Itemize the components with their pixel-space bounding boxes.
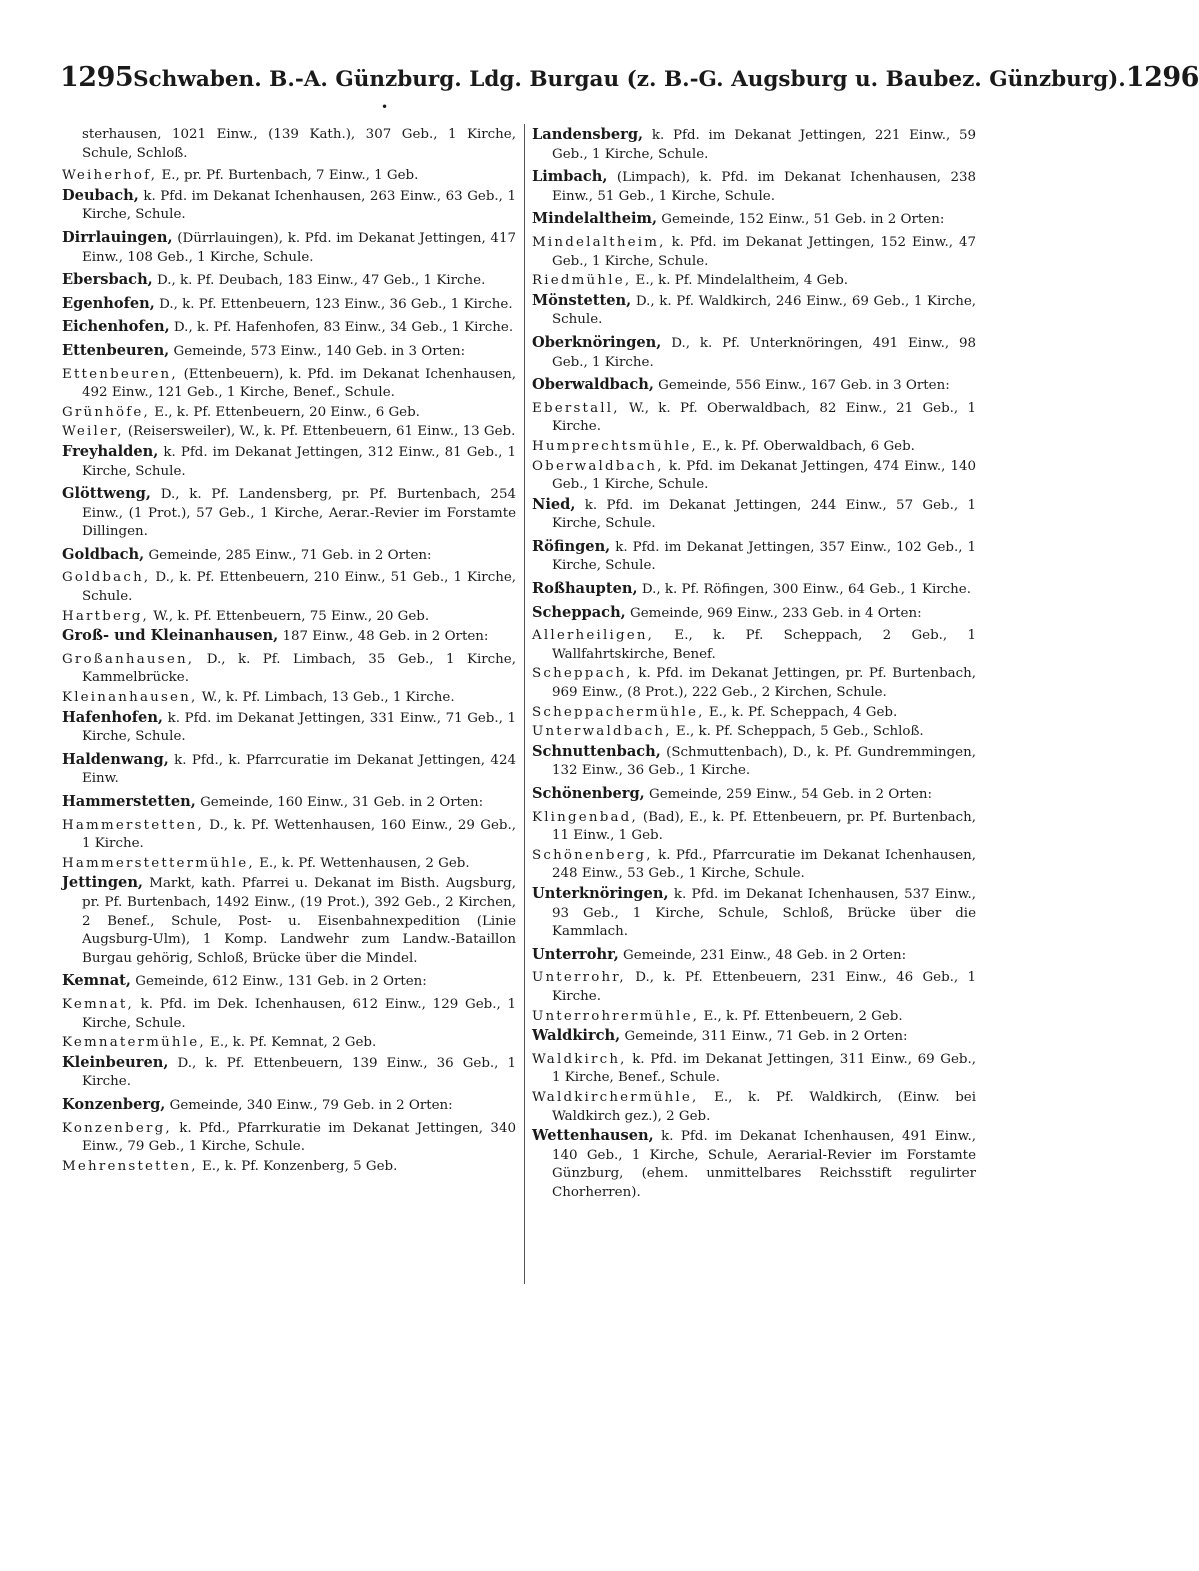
entry-description: Gemeinde, 231 Einw., 48 Geb. in 2 Orten: bbox=[618, 947, 907, 963]
entry-description: k. Pfd., Pfarrkuratie im Dekanat Jettingen, 340 Einw., 79 Geb., 1 Kirche, Schule. bbox=[82, 1120, 516, 1155]
entry-place-name: Weiler, bbox=[62, 424, 124, 440]
entry-description: (Bad), E., k. Pf. Ettenbeuern, pr. Pf. Burtenbach, 11 Einw., 1 Geb. bbox=[552, 809, 976, 844]
gazetteer-entry bbox=[532, 785, 976, 805]
gazetteer-entry bbox=[62, 271, 516, 291]
gazetteer-entry bbox=[532, 1027, 976, 1047]
gazetteer-entry bbox=[532, 885, 976, 942]
entry-place-name: Waldkirch, bbox=[532, 1051, 627, 1067]
entry-place-name: Mehrenstetten, bbox=[62, 1158, 198, 1174]
gazetteer-entry bbox=[532, 334, 976, 372]
gazetteer-entry bbox=[62, 874, 516, 968]
entry-place-name: Roßhaupten, bbox=[532, 580, 638, 598]
entry-description: k. Pfd. im Dekanat Jettingen, 311 Einw., 69 Geb., 1 Kirche, Benef., Schule. bbox=[552, 1051, 976, 1086]
entry-place-name: Hafenhofen, bbox=[62, 708, 164, 726]
entry-description: k. Pfd., k. Pfarrcuratie im Dekanat Jettingen, 424 Einw. bbox=[82, 752, 516, 787]
gazetteer-entry bbox=[62, 366, 516, 403]
entry-description: E., pr. Pf. Burtenbach, 7 Einw., 1 Geb. bbox=[157, 168, 419, 184]
gazetteer-entry bbox=[62, 689, 516, 708]
entry-place-name: Unterrohr, bbox=[532, 970, 626, 986]
entry-description: sterhausen, 1021 Einw., (139 Kath.), 307 Geb., 1 Kirche, Schule, Schloß. bbox=[82, 127, 516, 161]
gazetteer-entry bbox=[62, 1158, 516, 1177]
entry-description: (Ettenbeuern), k. Pfd. im Dekanat Ichenhausen, 492 Einw., 121 Geb., 1 Kirche, Benef., Schule. bbox=[82, 366, 516, 401]
entry-description: Gemeinde, 340 Einw., 79 Geb. in 2 Orten: bbox=[165, 1097, 453, 1113]
entry-description: D., k. Pf. Limbach, 35 Geb., 1 Kirche, Kammelbrücke. bbox=[82, 651, 516, 686]
entry-description: k. Pfd. im Dekanat Jettingen, 152 Einw., 47 Geb., 1 Kirche, Schule. bbox=[552, 234, 976, 269]
gazetteer-entry bbox=[62, 485, 516, 542]
gazetteer-entry bbox=[532, 1127, 976, 1202]
entry-description: E., k. Pf. Wettenhausen, 2 Geb. bbox=[254, 855, 470, 871]
entry-description: D., k. Pf. Ettenbeuern, 139 Einw., 36 Geb., 1 Kirche. bbox=[82, 1055, 516, 1090]
entry-place-name: Kemnatermühle, bbox=[62, 1035, 206, 1051]
entry-place-name: Weiherhof, bbox=[62, 168, 158, 184]
entry-place-name: Kemnat, bbox=[62, 972, 131, 990]
gazetteer-entry bbox=[62, 855, 516, 874]
gazetteer-entry bbox=[62, 318, 516, 338]
entry-place-name: Oberwaldbach, bbox=[532, 376, 654, 394]
entry-place-name: Scheppachermühle, bbox=[532, 704, 705, 720]
entry-place-name: Großanhausen, bbox=[62, 651, 195, 667]
entry-place-name: Landensberg, bbox=[532, 126, 644, 143]
entry-place-name: Grünhöfe, bbox=[62, 404, 150, 420]
entry-description: Gemeinde, 285 Einw., 71 Geb. in 2 Orten: bbox=[144, 547, 432, 563]
entry-place-name: Ettenbeuren, bbox=[62, 341, 170, 359]
gazetteer-entry bbox=[62, 1096, 516, 1116]
entry-description: Gemeinde, 311 Einw., 71 Geb. in 2 Orten: bbox=[620, 1029, 908, 1045]
entry-place-name: Unterrohr, bbox=[532, 945, 619, 963]
page-header bbox=[60, 62, 1199, 98]
entry-place-name: Humprechtsmühle, bbox=[532, 438, 698, 454]
gazetteer-entry bbox=[62, 569, 516, 606]
gazetteer-entry bbox=[62, 1034, 516, 1053]
gazetteer-entry bbox=[62, 1054, 516, 1092]
entry-description: (Dürrlauingen), k. Pfd. im Dekanat Jettingen, 417 Einw., 108 Geb., 1 Kirche, Schule. bbox=[82, 230, 516, 265]
entry-description: k. Pfd., Pfarrcuratie im Dekanat Ichenhausen, 248 Einw., 53 Geb., 1 Kirche, Schule. bbox=[552, 847, 976, 882]
entry-place-name: Röfingen, bbox=[532, 537, 611, 555]
gazetteer-entry bbox=[532, 1089, 976, 1126]
entry-place-name: Nied, bbox=[532, 495, 576, 513]
entry-place-name: Scheppach, bbox=[532, 666, 633, 682]
gazetteer-entry bbox=[62, 793, 516, 813]
gazetteer-entry bbox=[62, 608, 516, 627]
entry-description: E., k. Pf. Oberwaldbach, 6 Geb. bbox=[697, 438, 915, 454]
gazetteer-entry bbox=[532, 126, 976, 164]
gazetteer-entry bbox=[532, 847, 976, 884]
entry-description: Gemeinde, 612 Einw., 131 Geb. in 2 Orten: bbox=[130, 974, 427, 990]
gazetteer-entry bbox=[62, 229, 516, 267]
entry-description: E., k. Pf. Kemnat, 2 Geb. bbox=[205, 1035, 377, 1051]
entry-description: D., k. Pf. Ettenbeuern, 123 Einw., 36 Geb., 1 Kirche. bbox=[154, 296, 513, 312]
entry-place-name: Hammerstetten, bbox=[62, 793, 196, 810]
entry-place-name: Goldbach, bbox=[62, 570, 151, 586]
entry-description: D., k. Pf. Waldkirch, 246 Einw., 69 Geb., 1 Kirche, Schule. bbox=[552, 293, 976, 328]
entry-description: Gemeinde, 259 Einw., 54 Geb. in 2 Orten: bbox=[644, 787, 933, 802]
entry-description: E., k. Pf. Scheppach, 2 Geb., 1 Wallfahrtskirche, Benef. bbox=[552, 628, 976, 662]
entry-description: D., k. Pf. Hafenhofen, 83 Einw., 34 Geb., 1 Kirche. bbox=[169, 320, 514, 336]
gazetteer-entry bbox=[62, 996, 516, 1033]
entry-place-name: Deubach, bbox=[62, 186, 139, 204]
entry-place-name: Waldkirchermühle, bbox=[532, 1089, 699, 1105]
entry-description: k. Pfd. im Dekanat Jettingen, 331 Einw., 71 Geb., 1 Kirche, Schule. bbox=[82, 710, 516, 745]
entry-place-name: Glöttweng, bbox=[62, 485, 151, 503]
gazetteer-entry bbox=[532, 292, 976, 330]
gazetteer-entry bbox=[532, 1008, 976, 1027]
entry-place-name: Eberstall, bbox=[532, 400, 620, 416]
entry-description: Gemeinde, 573 Einw., 140 Geb. in 3 Orten: bbox=[169, 343, 466, 359]
entry-place-name: Hartberg, bbox=[62, 608, 149, 624]
entry-place-name: Mindelaltheim, bbox=[532, 234, 666, 250]
gazetteer-entry bbox=[532, 969, 976, 1006]
entry-place-name: Unterrohrermühle, bbox=[532, 1008, 700, 1024]
gazetteer-entry bbox=[62, 817, 516, 854]
page-number-right: 1296 bbox=[1125, 62, 1199, 93]
entry-place-name: Klingenbad, bbox=[532, 809, 638, 825]
entry-place-name: Mönstetten, bbox=[532, 291, 632, 309]
entry-description: E., k. Pf. Scheppach, 5 Geb., Schloß. bbox=[671, 724, 924, 740]
entry-description: k. Pfd. im Dekanat Ichenhausen, 491 Einw., 140 Geb., 1 Kirche, Schule, Aerarial-Revier im Forstamte Günzburg, (ehem. unmittelbares Reichsstift regulirter Chorherren). bbox=[552, 1129, 976, 1200]
entry-description: E., k. Pf. Konzenberg, 5 Geb. bbox=[197, 1158, 398, 1174]
gazetteer-entry bbox=[62, 187, 516, 225]
gazetteer-entry bbox=[532, 234, 976, 271]
left-column bbox=[62, 126, 516, 1177]
gazetteer-entry bbox=[532, 538, 976, 576]
entry-place-name: Eichenhofen, bbox=[62, 318, 170, 336]
entry-description: (Reisersweiler), W., k. Pf. Ettenbeuern, 61 Einw., 13 Geb. bbox=[123, 424, 516, 440]
gazetteer-entry bbox=[532, 272, 976, 291]
entry-description: E., k. Pf. Ettenbeuern, 2 Geb. bbox=[699, 1008, 903, 1024]
gazetteer-entry bbox=[532, 458, 976, 495]
entry-description: (Schmuttenbach), D., k. Pf. Gundremmingen, 132 Einw., 36 Geb., 1 Kirche. bbox=[552, 744, 976, 779]
entry-description: (Limpach), k. Pfd. im Dekanat Ichenhausen, 238 Einw., 51 Geb., 1 Kirche, Schule. bbox=[552, 170, 976, 204]
entry-description: k. Pfd. im Dekanat Jettingen, pr. Pf. Burtenbach, 969 Einw., (8 Prot.), 222 Geb., 2 Kirchen, Schule. bbox=[552, 666, 976, 701]
entry-description: Gemeinde, 556 Einw., 167 Geb. in 3 Orten: bbox=[653, 378, 950, 394]
gazetteer-entry bbox=[62, 627, 516, 647]
entry-description: D., k. Pf. Unterknöringen, 491 Einw., 98 Geb., 1 Kirche. bbox=[552, 335, 976, 370]
gazetteer-entry bbox=[532, 376, 976, 396]
gazetteer-entry bbox=[62, 443, 516, 481]
entry-description: Gemeinde, 969 Einw., 233 Geb. in 4 Orten: bbox=[625, 605, 922, 621]
entry-description: Markt, kath. Pfarrei u. Dekanat im Bisth. Augsburg, pr. Pf. Burtenbach, 1492 Einw., (19 Prot.), 392 Geb., 2 Kirchen, 2 Benef., Schule, Post- u. Eisenbahnexpedition (Linie Augsburg-Ulm), 1 Komp. Landwehr zum Landw.-Bataillon Burgau gehörig, Schloß, Brücke über die Mindel. bbox=[82, 876, 516, 966]
gazetteer-entry bbox=[532, 809, 976, 846]
entry-place-name: Mindelaltheim, bbox=[532, 210, 658, 228]
gazetteer-entry bbox=[532, 210, 976, 230]
entry-description: D., k. Pf. Wettenhausen, 160 Einw., 29 Geb., 1 Kirche. bbox=[82, 817, 516, 852]
gazetteer-entry bbox=[62, 167, 516, 186]
entry-place-name: Kleinanhausen, bbox=[62, 690, 198, 706]
entry-description: k. Pfd. im Dekanat Jettingen, 474 Einw., 140 Geb., 1 Kirche, Schule. bbox=[552, 458, 976, 493]
gazetteer-entry bbox=[532, 946, 976, 966]
entry-description: E., k. Pf. Waldkirch, (Einw. bei Waldkirch gez.), 2 Geb. bbox=[552, 1089, 976, 1124]
entry-description: D., k. Pf. Deubach, 183 Einw., 47 Geb., 1 Kirche. bbox=[152, 273, 486, 289]
gazetteer-entry bbox=[532, 627, 976, 664]
gazetteer-entry bbox=[532, 496, 976, 534]
entry-place-name: Schönenberg, bbox=[532, 785, 645, 802]
entry-place-name: Konzenberg, bbox=[62, 1095, 166, 1113]
page-title: Schwaben. B.-A. Günzburg. Ldg. Burgau (z. B.-G. Augsburg u. Baubez. Günzburg). bbox=[133, 67, 1126, 92]
entry-description: k. Pfd. im Dekanat Jettingen, 244 Einw., 57 Geb., 1 Kirche, Schule. bbox=[552, 497, 976, 532]
page-number-left: 1295 bbox=[60, 62, 134, 93]
entry-place-name: Konzenberg, bbox=[62, 1120, 172, 1136]
entry-description: W., k. Pf. Limbach, 13 Geb., 1 Kirche. bbox=[197, 690, 455, 706]
entry-description: k. Pfd. im Dekanat Ichenhausen, 263 Einw., 63 Geb., 1 Kirche, Schule. bbox=[82, 188, 516, 223]
gazetteer-entry bbox=[532, 723, 976, 742]
entry-place-name: Hammerstetten, bbox=[62, 817, 204, 833]
entry-place-name: Wettenhausen, bbox=[532, 1127, 654, 1145]
gazetteer-entry bbox=[532, 604, 976, 624]
gazetteer-entry bbox=[532, 580, 976, 600]
entry-place-name: Waldkirch, bbox=[532, 1027, 621, 1045]
entry-description: k. Pfd. im Dekanat Jettingen, 221 Einw., 59 Geb., 1 Kirche, Schule. bbox=[552, 128, 976, 162]
gazetteer-entry bbox=[532, 743, 976, 781]
gazetteer-entry bbox=[532, 1051, 976, 1088]
gazetteer-entry bbox=[62, 751, 516, 789]
gazetteer-entry bbox=[62, 295, 516, 315]
entry-place-name: Unterwaldbach, bbox=[532, 724, 672, 740]
entry-description: E., k. Pf. Ettenbeuern, 20 Einw., 6 Geb. bbox=[149, 404, 420, 420]
entry-description: k. Pfd. im Dekanat Jettingen, 312 Einw., 81 Geb., 1 Kirche, Schule. bbox=[82, 444, 516, 479]
entry-place-name: Jettingen, bbox=[62, 874, 144, 892]
entry-place-name: Freyhalden, bbox=[62, 442, 159, 460]
gazetteer-entry bbox=[62, 423, 516, 442]
entry-description: W., k. Pf. Ettenbeuern, 75 Einw., 20 Geb. bbox=[148, 608, 430, 624]
entry-description: D., k. Pf. Ettenbeuern, 231 Einw., 46 Geb., 1 Kirche. bbox=[552, 970, 976, 1004]
entry-description: E., k. Pf. Mindelaltheim, 4 Geb. bbox=[631, 273, 849, 289]
entry-description: Gemeinde, 152 Einw., 51 Geb. in 2 Orten: bbox=[657, 212, 945, 228]
entry-description: k. Pfd. im Dekanat Jettingen, 357 Einw., 102 Geb., 1 Kirche, Schule. bbox=[552, 539, 976, 574]
entry-description: Gemeinde, 160 Einw., 31 Geb. in 2 Orten: bbox=[195, 795, 484, 810]
entry-place-name: Oberknöringen, bbox=[532, 333, 662, 351]
gazetteer-entry bbox=[62, 546, 516, 566]
entry-place-name: Hammerstettermühle, bbox=[62, 855, 255, 871]
gazetteer-entry bbox=[62, 126, 516, 163]
entry-place-name: Schnuttenbach, bbox=[532, 742, 661, 760]
gazetteer-entry bbox=[532, 704, 976, 723]
entry-description: k. Pfd. im Dek. Ichenhausen, 612 Einw., 129 Geb., 1 Kirche, Schule. bbox=[82, 996, 516, 1031]
entry-place-name: Allerheiligen, bbox=[532, 628, 655, 644]
entry-description: k. Pfd. im Dekanat Ichenhausen, 537 Einw., 93 Geb., 1 Kirche, Schule, Schloß, Brücke über die Kammlach. bbox=[552, 886, 976, 940]
entry-place-name: Kleinbeuren, bbox=[62, 1053, 169, 1071]
entry-description: D., k. Pf. Ettenbeuern, 210 Einw., 51 Geb., 1 Kirche, Schule. bbox=[82, 570, 516, 605]
gazetteer-entry bbox=[62, 651, 516, 688]
gazetteer-entry bbox=[532, 665, 976, 702]
gazetteer-entry bbox=[62, 404, 516, 423]
gazetteer-entry bbox=[62, 709, 516, 747]
gazetteer-entry bbox=[532, 400, 976, 437]
column-divider bbox=[524, 124, 525, 1284]
gazetteer-entry bbox=[532, 438, 976, 457]
entry-place-name: Ebersbach, bbox=[62, 271, 153, 289]
entry-place-name: Scheppach, bbox=[532, 603, 626, 621]
entry-description: W., k. Pf. Oberwaldbach, 82 Einw., 21 Geb., 1 Kirche. bbox=[552, 400, 976, 435]
gazetteer-entry bbox=[62, 1120, 516, 1157]
gazetteer-entry bbox=[62, 972, 516, 992]
right-column bbox=[532, 126, 976, 1206]
gazetteer-entry bbox=[62, 342, 516, 362]
entry-place-name: Dirrlauingen, bbox=[62, 228, 173, 246]
entry-place-name: Goldbach, bbox=[62, 545, 145, 563]
entry-place-name: Haldenwang, bbox=[62, 750, 169, 768]
entry-description: D., k. Pf. Landensberg, pr. Pf. Burtenbach, 254 Einw., (1 Prot.), 57 Geb., 1 Kirche, Aerar.-Revier im Forstamte Dillingen. bbox=[82, 487, 516, 540]
entry-place-name: Egenhofen, bbox=[62, 294, 155, 312]
entry-place-name: Schönenberg, bbox=[532, 847, 653, 863]
entry-place-name: Unterknöringen, bbox=[532, 884, 669, 902]
entry-place-name: Ettenbeuren, bbox=[62, 366, 178, 382]
entry-description: 187 Einw., 48 Geb. in 2 Orten: bbox=[278, 629, 489, 645]
entry-place-name: Groß- und Kleinanhausen, bbox=[62, 627, 279, 645]
header-mark: • bbox=[381, 100, 389, 114]
entry-place-name: Limbach, bbox=[532, 168, 608, 186]
entry-place-name: Oberwaldbach, bbox=[532, 458, 664, 474]
entry-place-name: Kemnat, bbox=[62, 996, 134, 1012]
entry-description: D., k. Pf. Röfingen, 300 Einw., 64 Geb., 1 Kirche. bbox=[637, 582, 971, 598]
gazetteer-entry bbox=[532, 168, 976, 206]
entry-place-name: Riedmühle, bbox=[532, 273, 632, 289]
entry-description: E., k. Pf. Scheppach, 4 Geb. bbox=[704, 704, 898, 720]
